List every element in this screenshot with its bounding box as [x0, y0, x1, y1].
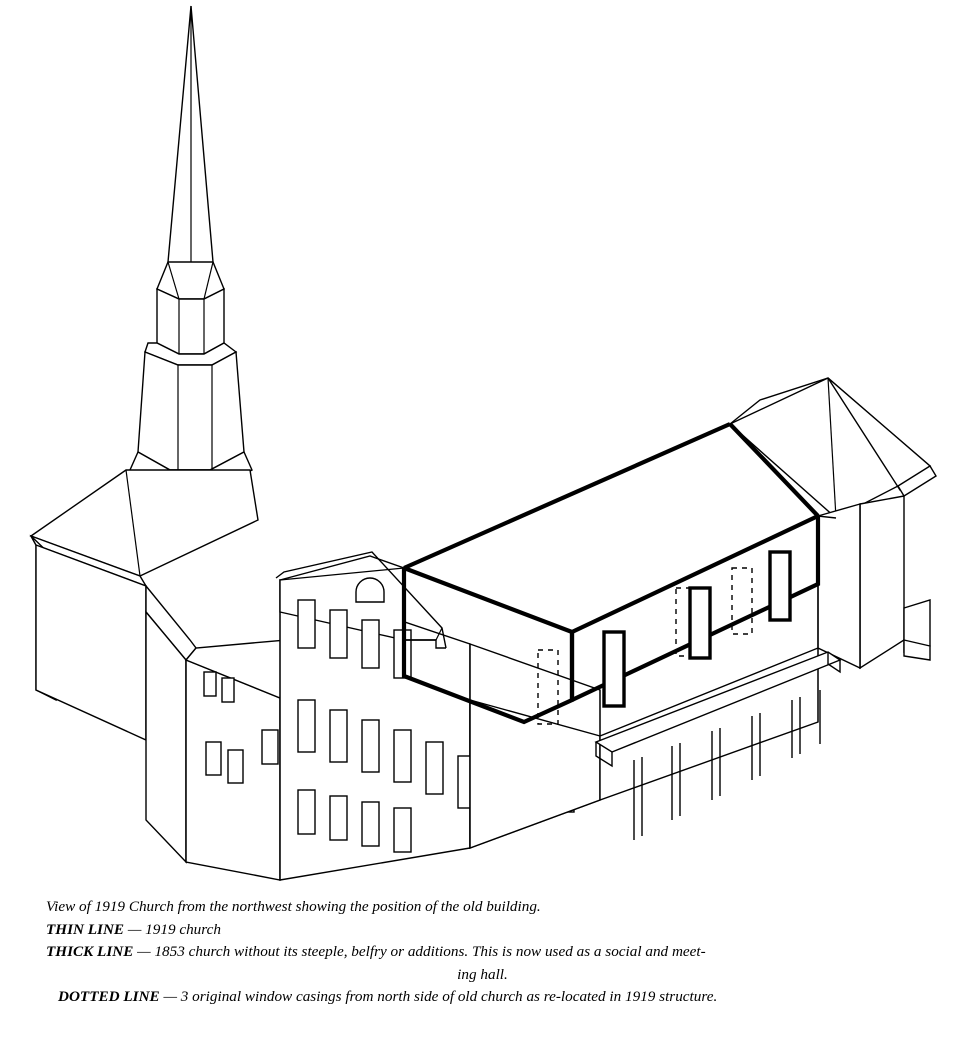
- steeple-belfry-upper: [157, 289, 224, 354]
- caption-text-3: 1853 church without its steeple, belfry or additions. This is now used as a social and meet-: [154, 943, 706, 961]
- caption-line-3: [46, 941, 919, 986]
- caption-dash-4: —: [163, 988, 177, 1006]
- caption-line-4: [46, 986, 919, 1009]
- legend-key-thick: THICK LINE: [46, 943, 134, 961]
- annex-window: [228, 750, 243, 783]
- legend-key-thin: THIN LINE: [46, 920, 125, 938]
- legend-key-dotted: DOTTED LINE: [58, 988, 160, 1006]
- old-church-window: [690, 588, 710, 658]
- east-wing-gable-wall: [818, 504, 860, 668]
- steeple-tower-shaft: [138, 352, 244, 470]
- caption-dash-3: —: [137, 943, 151, 961]
- east-wing-right-wall: [860, 496, 904, 668]
- old-church-window: [770, 552, 790, 620]
- annex-window: [222, 678, 234, 702]
- annex-window: [262, 730, 278, 764]
- caption-text-2: 1919 church: [145, 920, 221, 938]
- caption-text-3-cont: ing hall.: [457, 965, 508, 983]
- annex-window: [206, 742, 221, 775]
- caption-dash-2: —: [127, 920, 142, 938]
- figure-caption: [0, 896, 961, 1009]
- caption-text-4: 3 original window casings from north side of old church as re-located in 1919 structure.: [180, 988, 718, 1006]
- annex-window: [204, 672, 216, 696]
- steeple-group: [130, 6, 252, 492]
- outline-roof-ridge: [404, 424, 730, 568]
- nave-gable-arch-window: [356, 578, 384, 602]
- caption-line-1: View of 1919 Church from the northwest showing the position of the old building.: [46, 898, 541, 915]
- outline-roof-west-slope: [404, 568, 572, 632]
- old-church-window: [604, 632, 624, 706]
- caption-line-2: [46, 919, 919, 942]
